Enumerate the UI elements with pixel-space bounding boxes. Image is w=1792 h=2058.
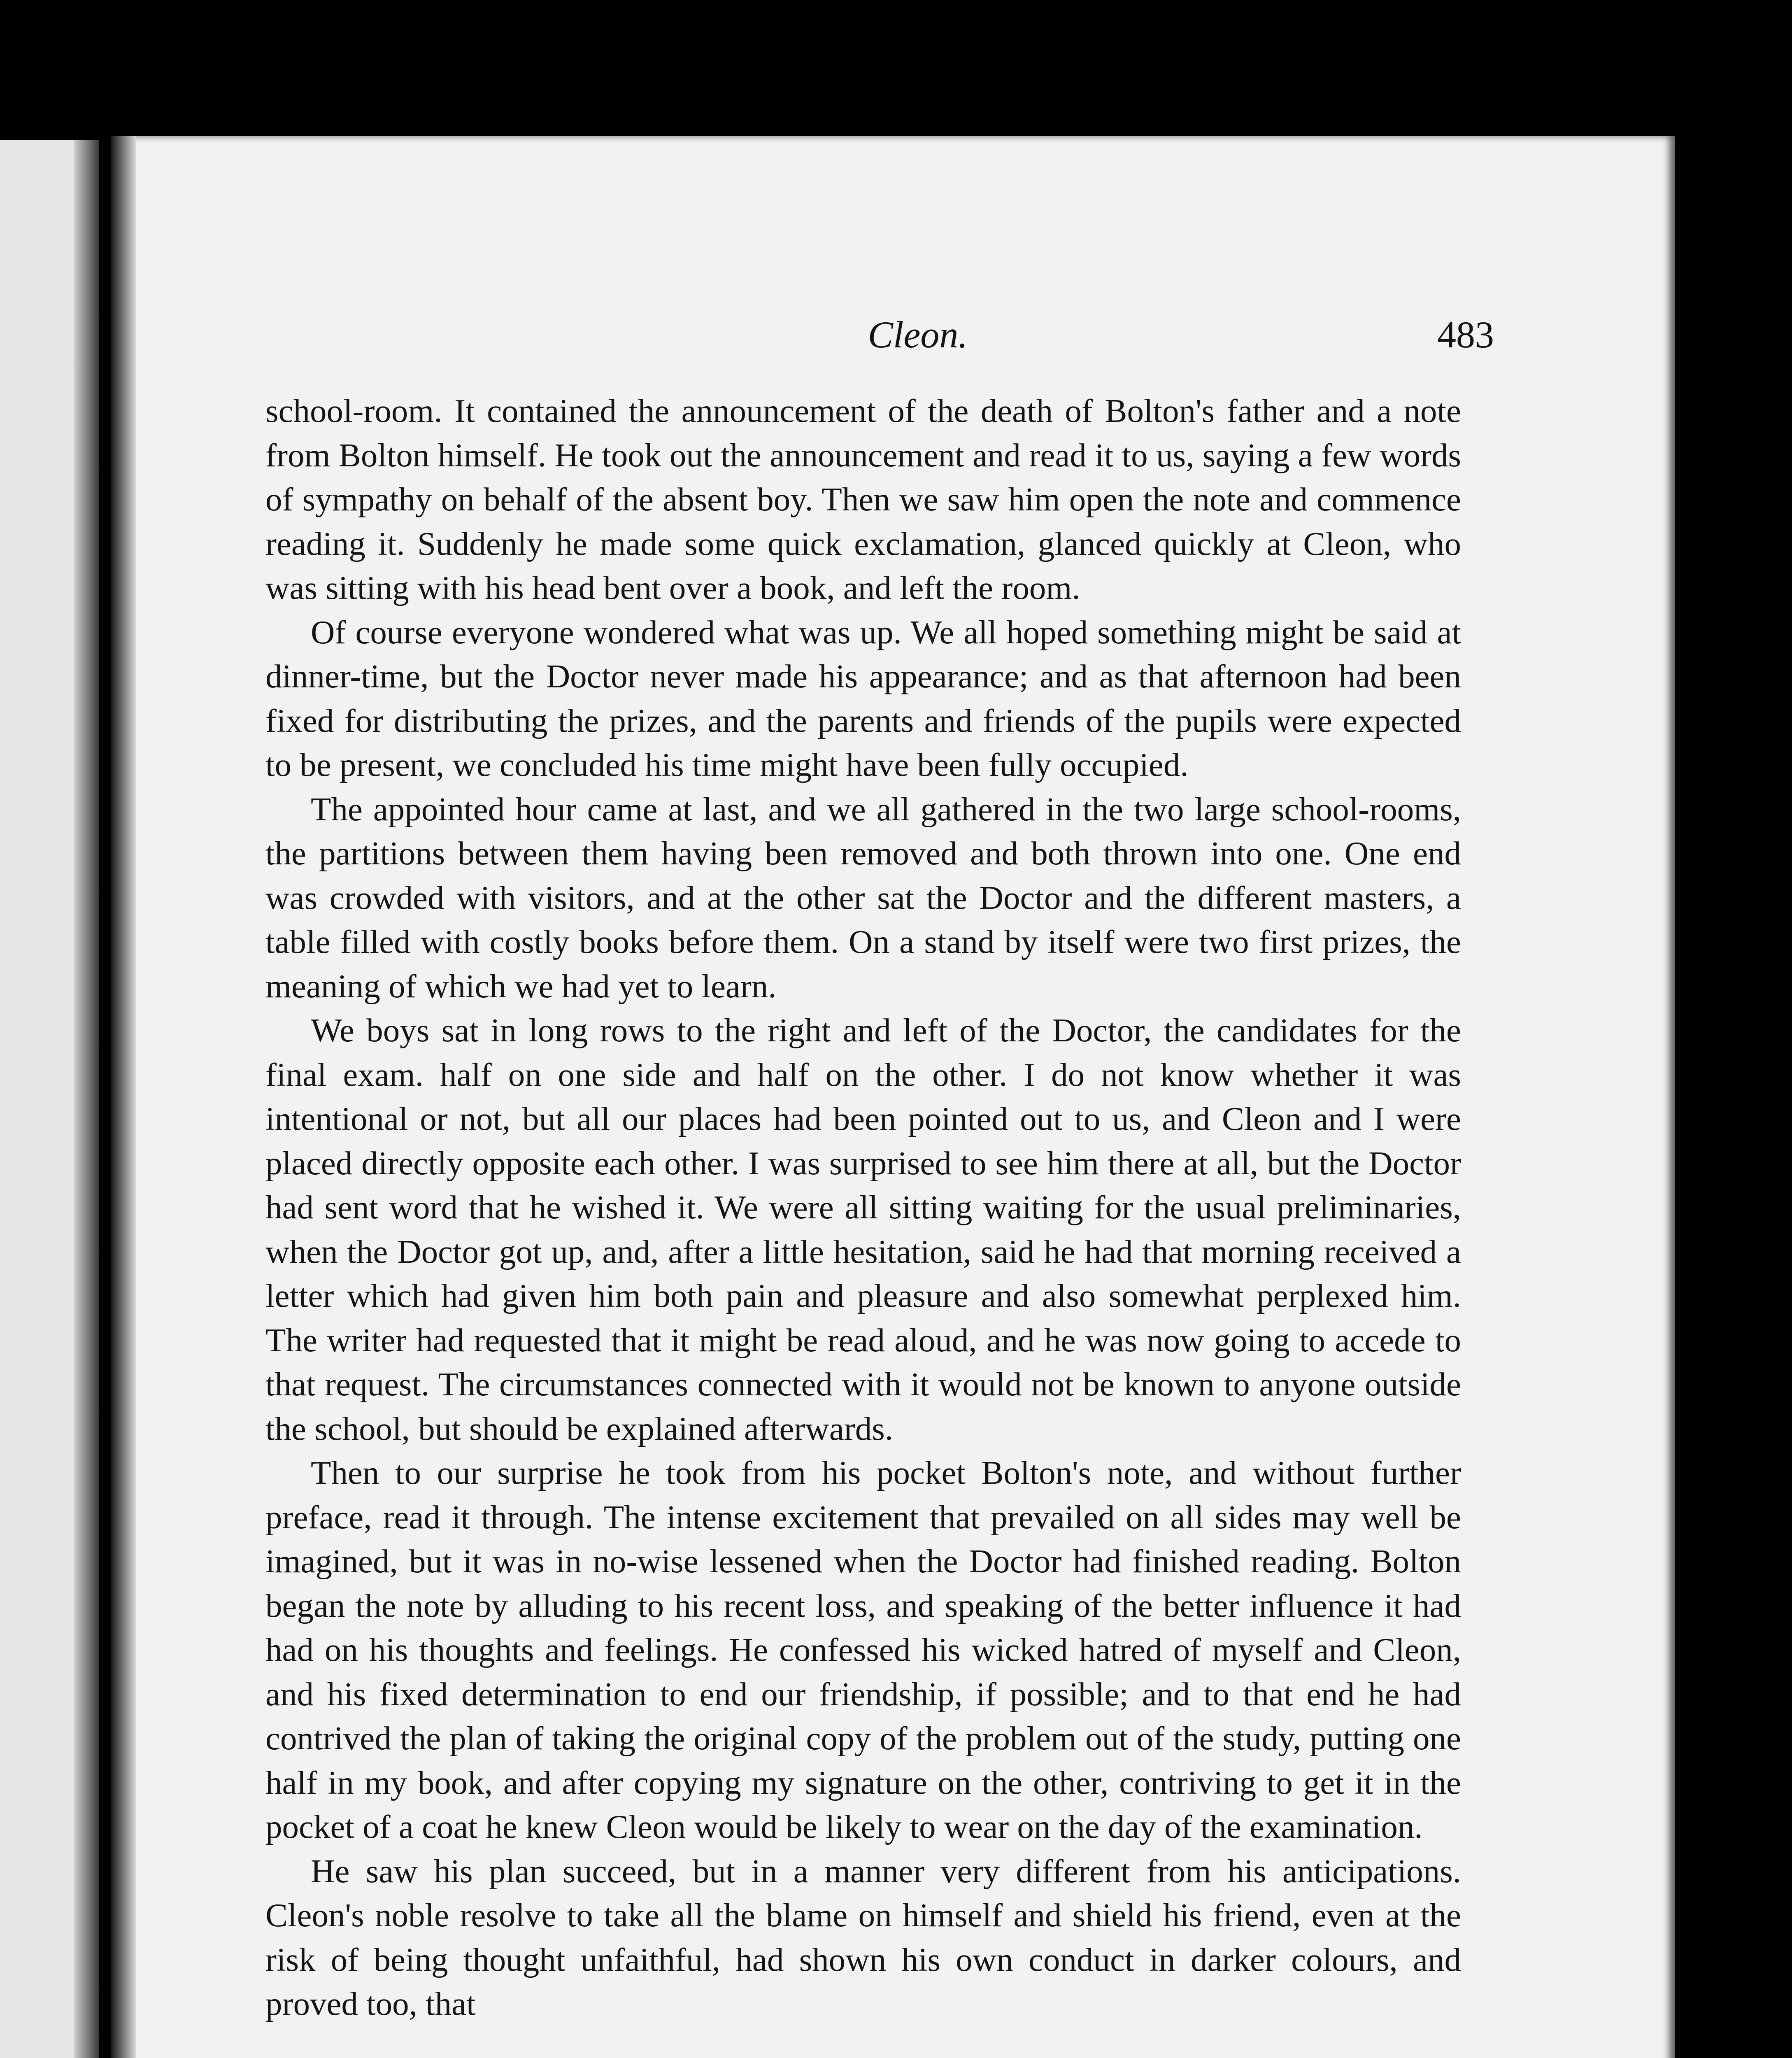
page-text [265, 389, 1461, 2026]
paragraph: We boys sat in long rows to the right and left of the Doctor, the candidates for the final exam. half on one side and half on the other. I do not know whether it was intentional or not, but all our places had been pointed out to us, and Cleon and I were placed directly opposite each other. I was surprised to see him there at all, but the Doctor had sent word that he wished it. We were all sitting waiting for the usual preliminaries, when the Doctor got up, and, after a little hesitation, said he had that morning received a letter which had given him both pain and pleasure and also somewhat perplexed him. The writer had requested that it might be read aloud, and he was now going to accede to that request. The circumstances connected with it would not be known to anyone outside the school, but should be explained afterwards. [265, 1012, 1461, 1447]
running-title: Cleon. [868, 314, 968, 356]
paragraph: Then to our surprise he took from his pocket Bolton's note, and without further preface, read it through. The intense excitement that prevailed on all sides may well be imagined, but it was in no-wise lessened when the Doctor had finished reading. Bolton began the note by alluding to his recent loss, and speaking of the better influence it had had on his thoughts and feelings. He confessed his wicked hatred of myself and Cleon, and his fixed determination to end our friendship, if possible; and to that end he had contrived the plan of taking the original copy of the problem out of the study, putting one half in my book, and after copying my signature on the other, contriving to get it in the pocket of a coat he knew Cleon would be likely to wear on the day of the examination. [265, 1454, 1461, 1845]
page-number: 483 [1437, 314, 1494, 356]
page-gutter-shadow [111, 136, 136, 2058]
paragraph: school-room. It contained the announcement of the death of Bolton's father and a note from Bolton himself. He took out the announcement and read it to us, saying a few words of sympathy on behalf of the absent boy. Then we saw him open the note and commence reading it. Suddenly he made some quick exclamation, glanced quickly at Cleon, who was sitting with his head bent over a book, and left the room. [265, 392, 1461, 606]
paragraph: He saw his plan succeed, but in a manner very different from his anticipations. Cleon's noble resolve to take all the blame on himself and shield his friend, even at the risk of being thought unfaithful, had shown his own conduct in darker colours, and proved too, that [265, 1852, 1461, 2022]
book-spine-shadow [74, 140, 99, 2058]
paragraph: Of course everyone wondered what was up. We all hoped something might be said at dinner-time, but the Doctor never made his appearance; and as that afternoon had been fixed for distributing the prizes, and the parents and friends of the pupils were expected to be present, we concluded his time might have been fully occupied. [265, 613, 1461, 783]
paragraph: The appointed hour came at last, and we all gathered in the two large school-rooms, the partitions between them having been removed and both thrown into one. One end was crowded with visitors, and at the other sat the Doctor and the different masters, a table filled with costly books before them. On a stand by itself were two first prizes, the meaning of which we had yet to learn. [265, 790, 1461, 1005]
